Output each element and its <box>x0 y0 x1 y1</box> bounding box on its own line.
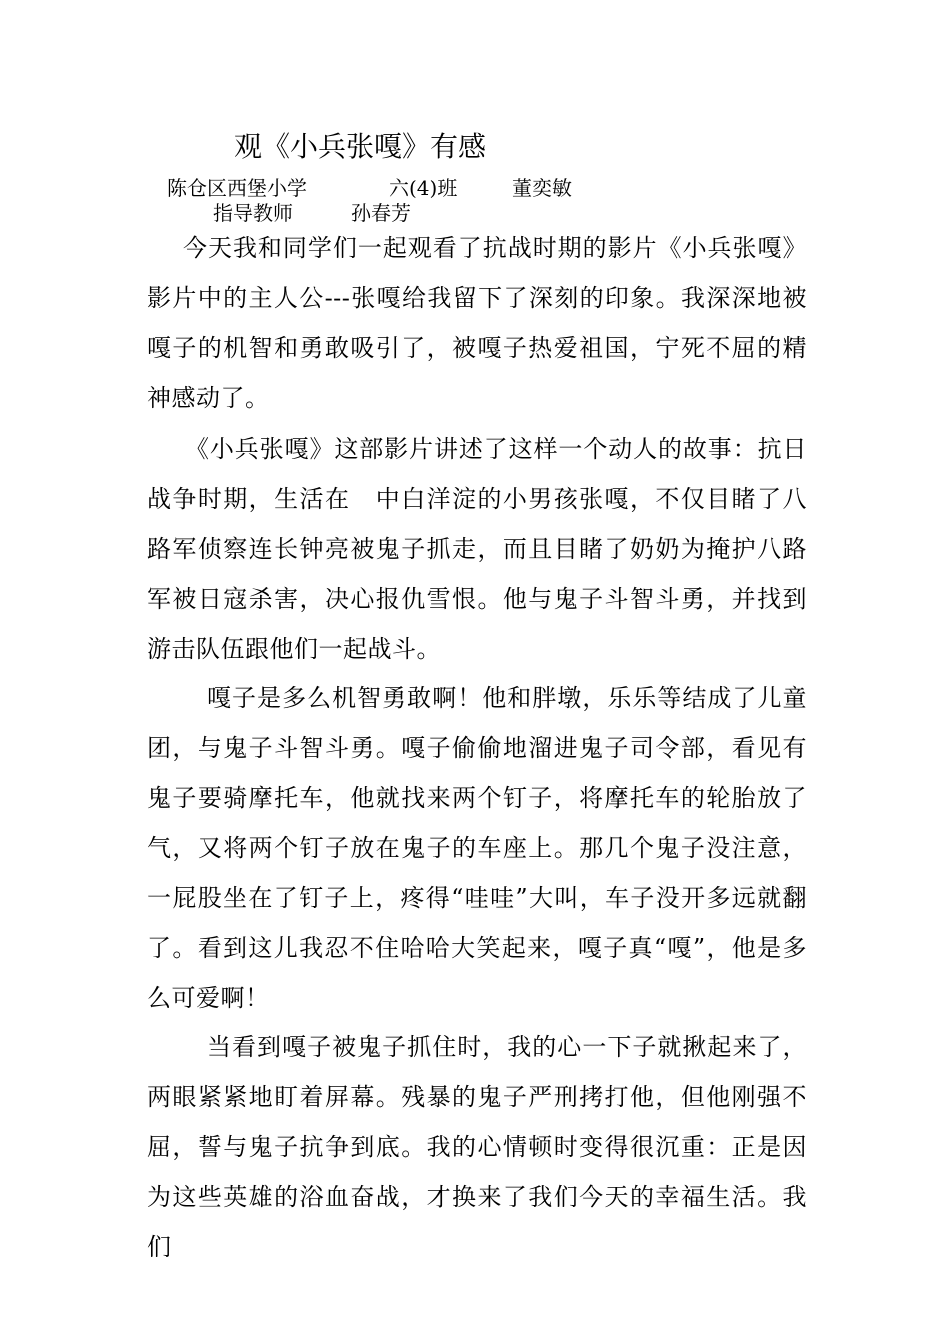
body-paragraph-2: 《小兵张嘎》这部影片讲述了这样一个动人的故事：抗日战争时期，生活在 中白洋淀的小男孩张嘎，不仅目睹了八路军侦察连长钟亮被鬼子抓走，而且目睹了奶奶为掩护八路军被日寇杀害，决心报仇雪恨。他与鬼子斗智斗勇，并找到游击队伍跟他们一起战斗。 <box>147 435 807 663</box>
body-paragraph-1: 今天我和同学们一起观看了抗战时期的影片《小兵张嘎》影片中的主人公---张嘎给我留下了深刻的印象。我深深地被嘎子的机智和勇敢吸引了，被嘎子热爱祖国，宁死不屈的精神感动了。 <box>147 234 807 412</box>
body-paragraph-4: 当看到嘎子被鬼子抓住时，我的心一下子就揪起来了，两眼紧紧地盯着屏幕。残暴的鬼子严刑拷打他，但他刚强不屈，誓与鬼子抗争到底。我的心情顿时变得很沉重：正是因为这些英雄的浴血奋战，才换来了我们今天的幸福生活。我们 <box>147 1033 807 1261</box>
author-school: 陈仓区西堡小学 <box>167 176 307 200</box>
body-paragraph-3: 嘎子是多么机智勇敢啊！他和胖墩，乐乐等结成了儿童团，与鬼子斗智斗勇。嘎子偷偷地溜进鬼子司令部，看见有鬼子要骑摩托车，他就找来两个钉子，将摩托车的轮胎放了气，又将两个钉子放在鬼子的车座上。那几个鬼子没注意，一屁股坐在了钉子上，疼得“哇哇”大叫，车子没开多远就翻了。看到这儿我忍不住哈哈大笑起来，嘎子真“嘎”，他是多么可爱啊！ <box>147 684 807 1012</box>
page-title: 观《小兵张嘎》有感 <box>234 130 487 163</box>
teacher-name: 孙春芳 <box>351 201 411 225</box>
teacher-label: 指导教师 <box>213 201 293 225</box>
author-name: 董奕敏 <box>512 176 572 200</box>
author-class: 六(4)班 <box>389 176 458 200</box>
